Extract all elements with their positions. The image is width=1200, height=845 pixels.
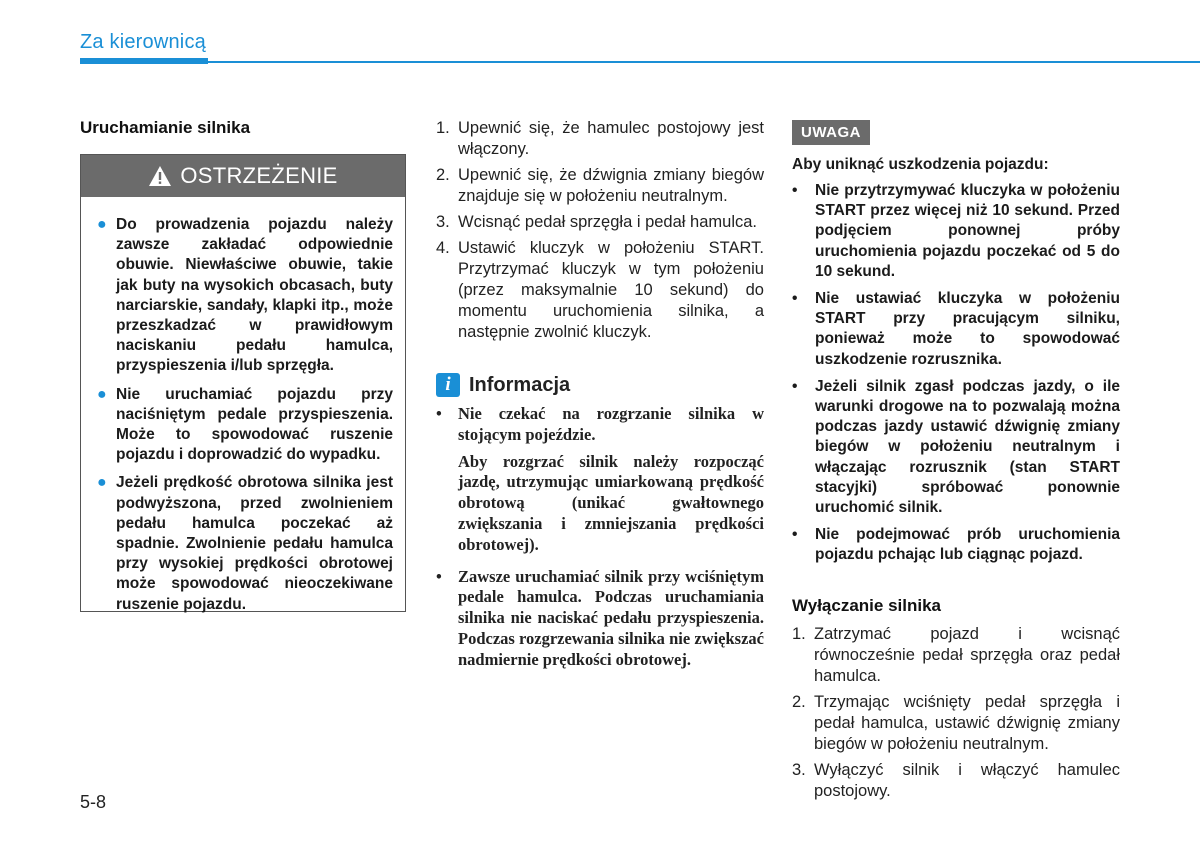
list-item: [436, 212, 764, 233]
start-steps-list: [436, 118, 764, 348]
step-text: Wyłączyć silnik i włączyć hamulec postojowy.: [814, 761, 1120, 800]
list-item: [792, 525, 1120, 565]
header-rule: [80, 61, 1200, 63]
warning-item-text: Do prowadzenia pojazdu należy zawsze zakładać odpowiednie obuwie. Niewłaściwe obuwie, takie jak buty na wysokich obcasach, buty narciarskie, sandały, klapki itp., może przeszkadzać w prawidłowym naciskaniu pedału hamulca, przyspieszenia i/lub sprzęgła.: [116, 216, 393, 375]
info-header: [436, 373, 570, 397]
bullet-icon: •: [792, 377, 798, 395]
stop-steps-list: [792, 624, 1120, 807]
list-item: [792, 289, 1120, 370]
step-text: Trzymając wciśnięty pedał sprzęgła i pedał hamulca, ustawić dźwignię zmiany biegów w położeniu neutralnym.: [814, 693, 1120, 753]
bullet-icon: •: [436, 404, 442, 423]
warning-item: [97, 473, 393, 614]
bullet-dot-icon: ●: [97, 474, 107, 492]
list-item: [792, 181, 1120, 282]
caution-item-text: Nie przytrzymywać kluczyka w położeniu START przez więcej niż 10 sekund. Przed podjęciem ponownej próby uruchomienia pojazdu poczekać od 5 do 10 sekund.: [815, 182, 1120, 280]
warning-item: [97, 215, 393, 377]
warning-header: [81, 155, 405, 197]
bullet-icon: •: [792, 182, 798, 199]
warning-triangle-icon: [148, 165, 172, 187]
section-title-engine-start: Uruchamianie silnika: [80, 118, 251, 137]
caution-subtitle: Aby uniknąć uszkodzenia pojazdu:: [792, 156, 1049, 173]
info-item-text: Nie czekać na rozgrzanie silnika w stojącym pojeździe.: [458, 404, 764, 444]
step-text: Upewnić się, że dźwignia zmiany biegów znajduje się w położeniu neutralnym.: [458, 166, 764, 205]
step-number: 3.: [436, 213, 450, 231]
list-item: [436, 567, 764, 671]
info-item-extra: Aby rozgrzać silnik należy rozpocząć jazdę, utrzymując umiarkowaną prędkość obrotową (unikać gwałtownego zwiększania i zmniejszania prędkości obrotowej).: [458, 451, 764, 554]
warning-title: OSTRZEŻENIE: [180, 163, 338, 188]
list-item: [792, 624, 1120, 687]
step-number: 2.: [792, 693, 806, 711]
warning-item: [97, 385, 393, 466]
caution-badge: UWAGA: [792, 120, 870, 145]
list-item: [792, 692, 1120, 755]
step-number: 3.: [792, 761, 806, 779]
info-list: [436, 404, 764, 682]
list-item: [436, 238, 764, 343]
section-title-engine-stop: Wyłączanie silnika: [792, 596, 941, 615]
step-text: Wcisnąć pedał sprzęgła i pedał hamulca.: [458, 213, 757, 231]
warning-box: [80, 154, 406, 612]
bullet-icon: •: [792, 290, 798, 308]
page-number: 5-8: [80, 792, 107, 812]
list-item: [436, 404, 764, 556]
step-text: Zatrzymać pojazd i wcisnąć równocześnie pedał sprzęgła oraz pedał hamulca.: [814, 625, 1120, 685]
info-icon: i: [436, 373, 460, 397]
step-text: Upewnić się, że hamulec postojowy jest włączony.: [458, 119, 764, 158]
bullet-icon: •: [792, 526, 798, 544]
step-text: Ustawić kluczyk w położeniu START. Przytrzymać kluczyk w tym położeniu (przez maksymalnie 10 sekund) do momentu uruchomienia silnika, a następnie zwolnić kluczyk.: [458, 239, 764, 341]
bullet-icon: •: [436, 566, 442, 586]
page-header-title: Za kierownicą: [80, 31, 206, 53]
bullet-dot-icon: ●: [97, 385, 107, 403]
warning-list: [81, 197, 405, 615]
bullet-dot-icon: ●: [97, 216, 107, 233]
list-item: [792, 760, 1120, 802]
caution-item-text: Nie ustawiać kluczyka w położeniu START przy pracującym silniku, ponieważ może to spowodować uszkodzenie rozrusznika.: [815, 290, 1120, 368]
caution-item-text: Nie podejmować prób uruchomienia pojazdu pchając lub ciągnąc pojazd.: [815, 526, 1120, 564]
info-item-text: Zawsze uruchamiać silnik przy wciśniętym pedale hamulca. Podczas uruchamiania silnika nie naciskać pedału przyspieszenia. Podczas rozgrzewania silnika nie zwiększać nadmiernie prędkości obrotowej.: [458, 566, 764, 669]
info-title: Informacja: [469, 373, 571, 396]
caution-item-text: Jeżeli silnik zgasł podczas jazdy, o ile warunki drogowe na to pozwalają można podczas jazdy ustawić dźwignię zmiany biegów w położeniu neutralnym i włączając rozrusznik (stan START stacyjki) spróbować ponownie uruchomić silnik.: [815, 377, 1120, 517]
step-number: 4.: [436, 239, 450, 257]
step-number: 1.: [436, 119, 450, 137]
warning-item-text: Nie uruchamiać pojazdu przy naciśniętym pedale przyspieszenia. Może to spowodować ruszenie pojazdu i doprowadzić do wypadku.: [116, 385, 393, 464]
warning-item-text: Jeżeli prędkość obrotowa silnika jest podwyższona, przed zwolnieniem pedału hamulca poczekać aż spadnie. Zwolnienie pedału hamulca przy wysokiej prędkości obrotowej może spowodować nieoczekiwane ruszenie pojazdu.: [116, 474, 393, 613]
header-tab-accent: [80, 58, 208, 64]
list-item: [792, 377, 1120, 518]
caution-list: [792, 181, 1120, 573]
step-number: 1.: [792, 625, 806, 643]
list-item: [436, 165, 764, 207]
step-number: 2.: [436, 166, 450, 184]
list-item: [436, 118, 764, 160]
